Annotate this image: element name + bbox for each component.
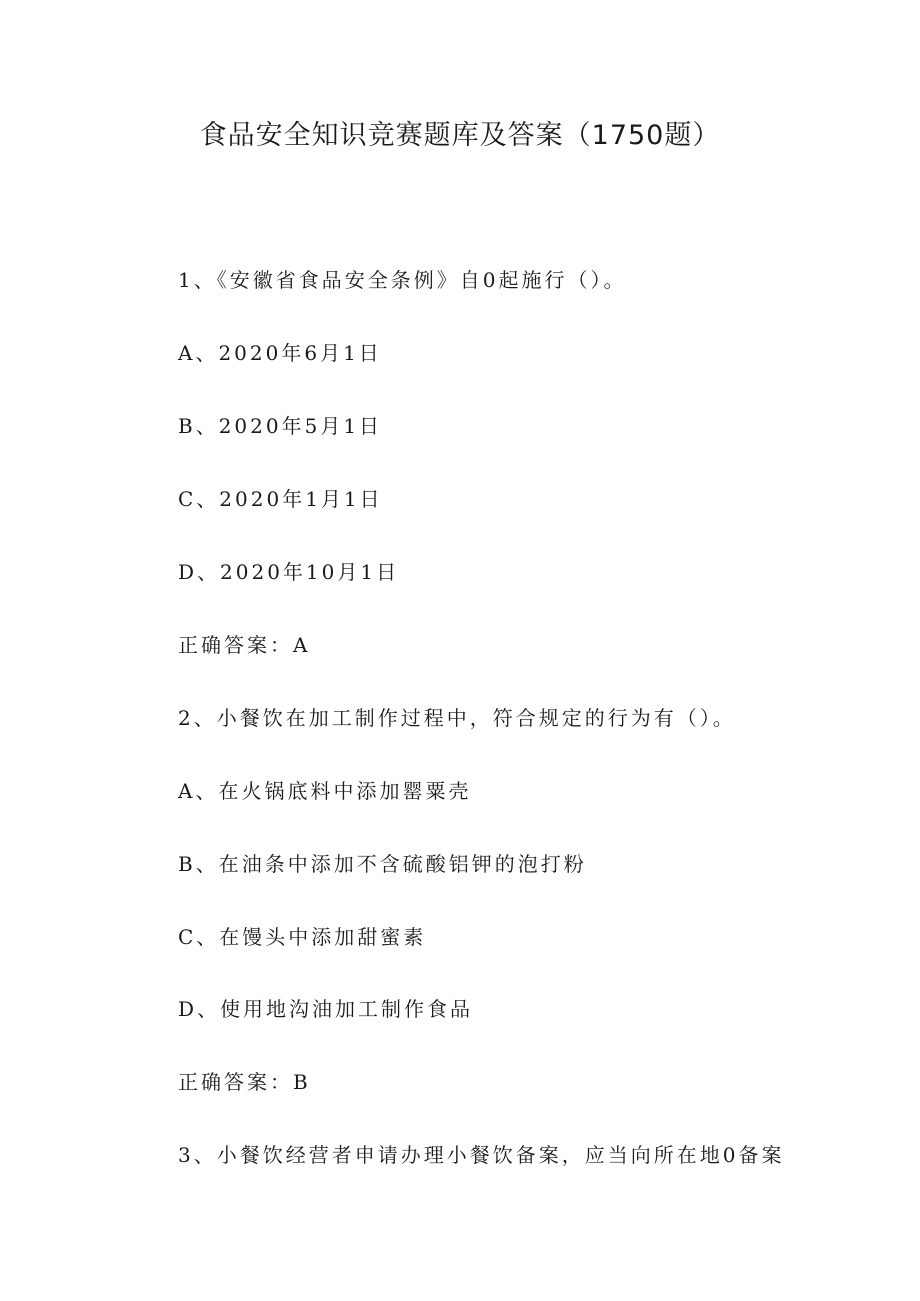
document-title: 食品安全知识竞赛题库及答案（1750题）: [199, 120, 721, 151]
question-2-option-a: A、在火锅底料中添加罂粟壳: [178, 779, 472, 803]
question-1-option-c: C、2020年1月1日: [178, 487, 383, 511]
question-2-option-b: B、在油条中添加不含硫酸铝钾的泡打粉: [178, 852, 587, 876]
question-2-stem: 2、小餐饮在加工制作过程中，符合规定的行为有（）。: [178, 706, 736, 730]
question-1-option-a: A、2020年6月1日: [178, 341, 382, 365]
question-3-stem: 3、小餐饮经营者申请办理小餐饮备案，应当向所在地0备案: [178, 1143, 785, 1167]
question-2-option-c: C、在馒头中添加甜蜜素: [178, 925, 427, 949]
question-1-answer: 正确答案：A: [178, 633, 311, 657]
question-2-option-d: D、使用地沟油加工制作食品: [178, 997, 474, 1021]
question-1-stem: 1、《安徽省食品安全条例》自0起施行（）。: [178, 268, 627, 292]
question-1-option-d: D、2020年10月1日: [178, 560, 400, 584]
question-1-option-b: B、2020年5月1日: [178, 414, 383, 438]
question-2-answer: 正确答案：B: [178, 1070, 311, 1094]
